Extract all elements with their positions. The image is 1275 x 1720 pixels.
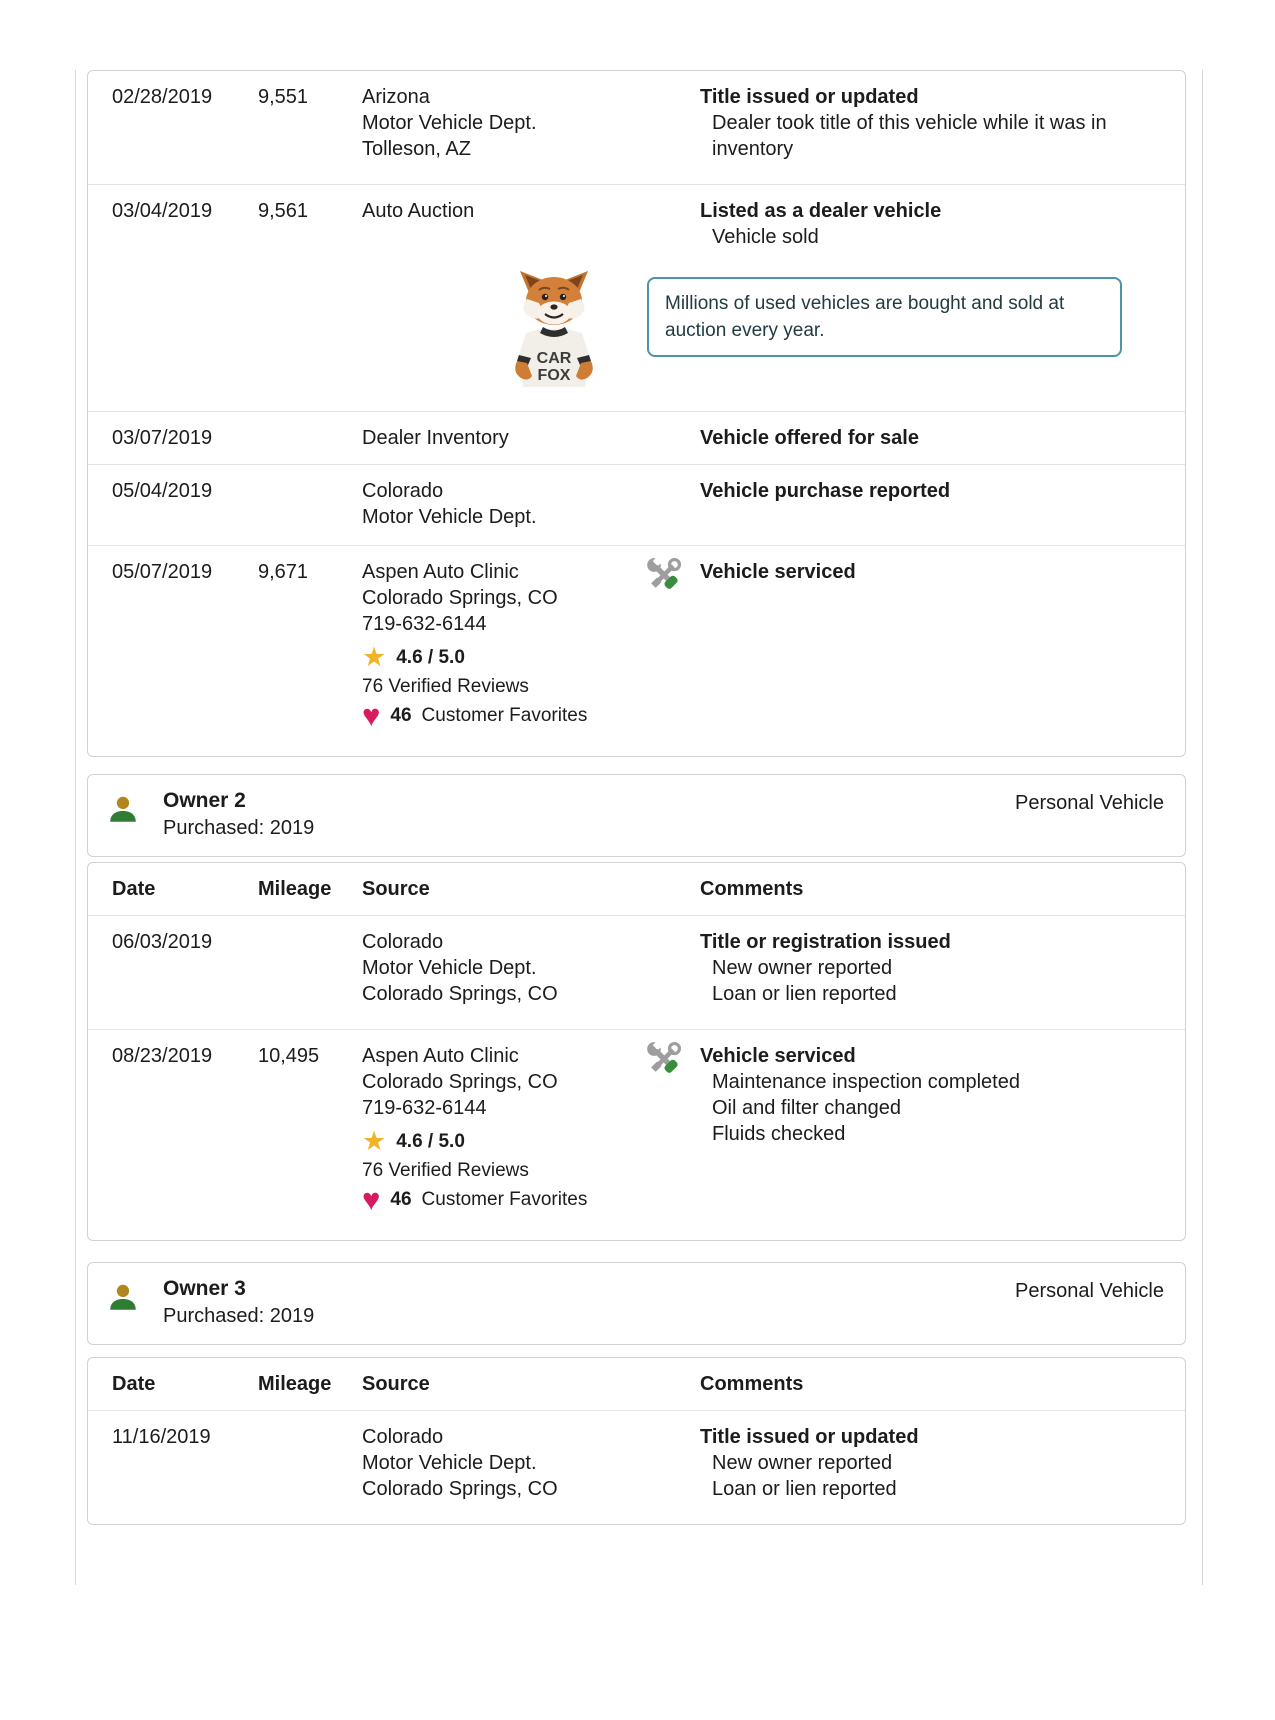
verified-reviews: 76 Verified Reviews [362,676,529,697]
table-row [88,1029,1185,1240]
record-mileage [258,929,362,1016]
service-wrench-icon [644,555,684,595]
report-body-container [75,70,1203,1585]
header-date: Date [112,878,156,900]
record-icon-cell [644,478,700,532]
table-row [88,71,1185,184]
heart-icon: ♥ [362,1182,381,1217]
record-comments: Vehicle purchase reported [700,480,951,502]
record-comments: Vehicle offered for sale [700,427,919,449]
table-header-row [88,1358,1185,1410]
record-mileage: 10,495 [258,1045,320,1067]
owner-usage-type: Personal Vehicle [1015,792,1164,814]
auction-info-block [506,267,1122,387]
customer-favorites: ♥ 46 Customer Favorites [362,1182,588,1217]
record-icon-cell [644,198,700,250]
header-mileage: Mileage [258,878,332,900]
shop-rating: ★ 4.6 / 5.0 [362,642,465,672]
table-row [88,545,1185,756]
record-date: 08/23/2019 [112,1045,213,1067]
record-icon-cell [644,1043,700,1227]
record-icon-cell [644,425,700,451]
record-date: 06/03/2019 [112,931,213,953]
record-mileage [258,425,362,451]
header-date: Date [112,1373,156,1395]
table-row [88,411,1185,464]
record-date: 05/04/2019 [112,480,213,502]
star-icon: ★ [362,642,387,672]
owner3-header [87,1262,1186,1345]
record-mileage: 9,671 [258,561,309,583]
record-date: 05/07/2019 [112,561,213,583]
customer-favorites: ♥ 46 Customer Favorites [362,698,588,733]
owner-usage-type: Personal Vehicle [1015,1280,1164,1302]
record-icon-cell [644,559,700,743]
table-row [88,464,1185,545]
table-row [88,1410,1185,1524]
record-icon-cell [644,84,700,171]
record-date: 02/28/2019 [112,86,213,108]
record-source: Colorado Motor Vehicle Dept. Colorado Springs, CO [362,931,558,1005]
record-comments: Vehicle serviced Maintenance inspection completed Oil and filter changed Fluids checked [700,1045,1020,1145]
record-date: 11/16/2019 [112,1426,211,1448]
record-mileage: 9,561 [258,200,309,222]
heart-icon: ♥ [362,698,381,733]
header-comments: Comments [700,878,804,900]
record-source: Colorado Motor Vehicle Dept. Colorado Springs, CO [362,1426,558,1500]
record-source: Aspen Auto Clinic Colorado Springs, CO 719-632-6144 ★ 4.6 / 5.0 76 Verified Reviews ♥ 46 Customer Favorites [362,559,644,743]
header-source: Source [362,1373,430,1395]
table-row [88,915,1185,1029]
star-icon: ★ [362,1126,387,1156]
header-comments: Comments [700,1373,804,1395]
header-source: Source [362,878,430,900]
header-mileage: Mileage [258,1373,332,1395]
owner-purchased: Purchased: 2019 [163,1305,315,1327]
record-comments: Listed as a dealer vehicle Vehicle sold [700,200,942,248]
record-source: Auto Auction [362,200,475,222]
mascot-shirt-text-line2: FOX [537,367,571,384]
person-icon [106,1281,140,1315]
record-source: Dealer Inventory [362,427,509,449]
record-source: Aspen Auto Clinic Colorado Springs, CO 719-632-6144 ★ 4.6 / 5.0 76 Verified Reviews ♥ 46 Customer Favorites [362,1043,644,1227]
record-source: Arizona Motor Vehicle Dept. Tolleson, AZ [362,86,537,160]
table-row [88,184,1185,387]
record-icon-cell [644,1424,700,1511]
carfox-mascot [506,267,602,387]
history-table-owner2 [87,862,1186,1241]
service-wrench-icon [644,1039,684,1079]
owner-title: Owner 2 [163,789,246,812]
record-comments: Vehicle serviced [700,561,856,583]
table-header-row [88,863,1185,915]
record-comments: Title or registration issued New owner reported Loan or lien reported [700,931,951,1005]
shop-rating: ★ 4.6 / 5.0 [362,1126,465,1156]
record-mileage: 9,551 [258,86,309,108]
person-icon [106,793,140,827]
record-mileage [258,1424,362,1511]
history-table-owner3 [87,1357,1186,1525]
owner-title: Owner 3 [163,1277,246,1300]
record-comments: Title issued or updated Dealer took title of this vehicle while it was in inventory [700,86,1107,160]
record-mileage [258,478,362,532]
record-date: 03/04/2019 [112,200,213,222]
record-source: Colorado Motor Vehicle Dept. [362,480,537,528]
verified-reviews: 76 Verified Reviews [362,1160,529,1181]
history-table-owner1 [87,70,1186,757]
owner-purchased: Purchased: 2019 [163,817,315,839]
record-icon-cell [644,929,700,1016]
owner2-header [87,774,1186,857]
record-comments: Title issued or updated New owner reported Loan or lien reported [700,1426,919,1500]
record-date: 03/07/2019 [112,427,213,449]
auction-callout-bubble: Millions of used vehicles are bought and sold at auction every year. [647,277,1122,357]
mascot-shirt-text-line1: CAR [536,350,572,367]
